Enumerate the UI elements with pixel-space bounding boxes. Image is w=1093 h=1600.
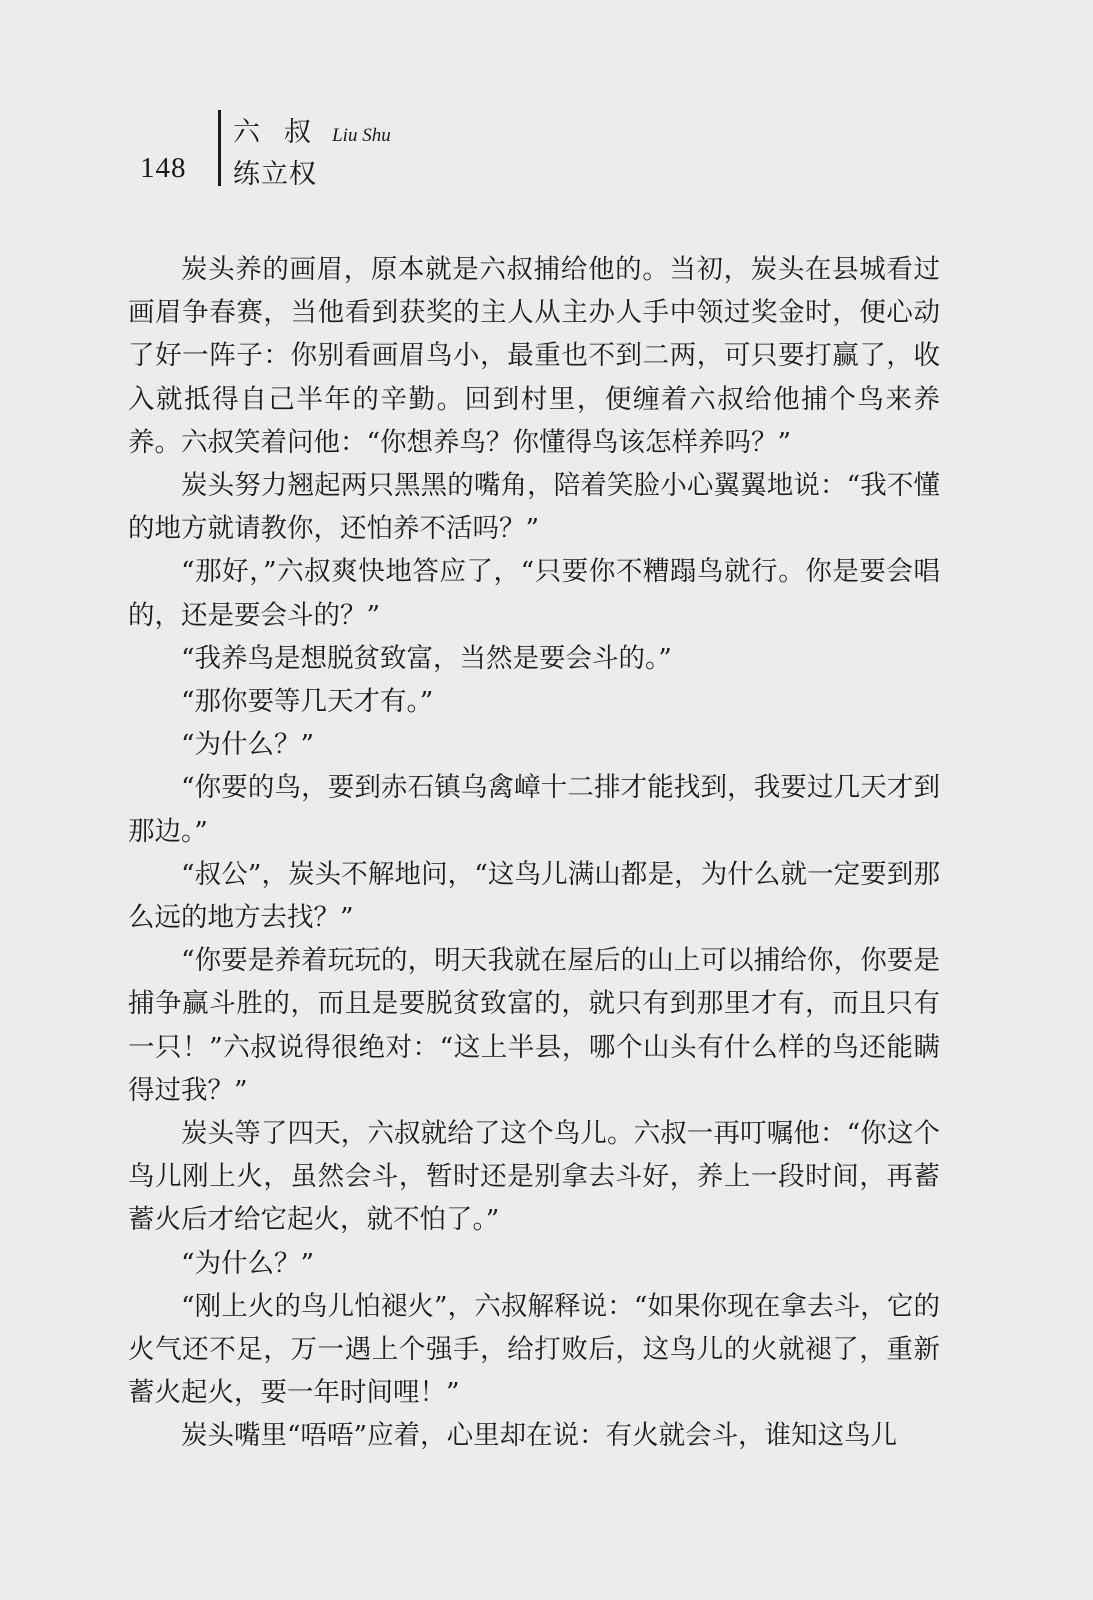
paragraph: “为什么？” [181,729,315,761]
page-number: 148 [140,152,187,184]
paragraph: 炭头嘴里“唔唔”应着，心里却在说：有火就会斗，谁知这鸟儿 [181,1420,898,1452]
story-title-english: Liu Shu [332,125,391,146]
paragraph: “刚上火的鸟儿怕褪火”，六叔解释说：“如果你现在拿去斗，它的火气还不足，万一遇上个强手，给打败后，这鸟儿的火就褪了，重新蓄火起火，要一年时间哩！” [128,1290,940,1409]
paragraph: “那你要等几天才有。” [181,686,434,718]
story-title-chinese: 六叔 [233,117,335,148]
author-name: 练立权 [233,159,317,190]
paragraph: “我养鸟是想脱贫致富，当然是要会斗的。” [181,642,672,674]
header-divider [218,110,221,186]
paragraph: 炭头努力翘起两只黑黑的嘴角，陪着笑脸小心翼翼地说：“我不懂的地方就请教你，还怕养不活吗？” [128,470,940,545]
paragraph: 炭头养的画眉，原本就是六叔捕给他的。当初，炭头在县城看过画眉争春赛，当他看到获奖的主人从主办人手中领过奖金时，便心动了好一阵子：你别看画眉鸟小，最重也不到二两，可只要打赢了，收入就抵得自己半年的辛勤。回到村里，便缠着六叔给他捕个鸟来养养。六叔笑着问他：“你想养鸟？你懂得鸟该怎样养吗？” [128,254,940,458]
story-title [233,110,391,149]
paragraph: 炭头等了四天，六叔就给了这个鸟儿。六叔一再叮嘱他：“你这个鸟儿刚上火，虽然会斗，暂时还是别拿去斗好，养上一段时间，再蓄蓄火后才给它起火，就不怕了。” [128,1118,940,1236]
story-body [128,248,940,1458]
paragraph: “叔公”，炭头不解地问，“这鸟儿满山都是，为什么就一定要到那么远的地方去找？” [128,858,940,934]
paragraph: “你要是养着玩玩的，明天我就在屋后的山上可以捕给你，你要是捕争赢斗胜的，而且是要脱贫致富的，就只有到那里才有，而且只有一只！”六叔说得很绝对：“这上半县，哪个山头有什么样的鸟还能瞒得过我？” [128,945,940,1106]
paragraph: “那好，”六叔爽快地答应了，“只要你不糟蹋鸟就行。你是要会唱的，还是要会斗的？” [128,556,940,631]
paragraph: “你要的鸟，要到赤石镇乌禽嶂十二排才能找到，我要过几天才到那边。” [128,772,940,847]
paragraph: “为什么？” [181,1247,315,1279]
